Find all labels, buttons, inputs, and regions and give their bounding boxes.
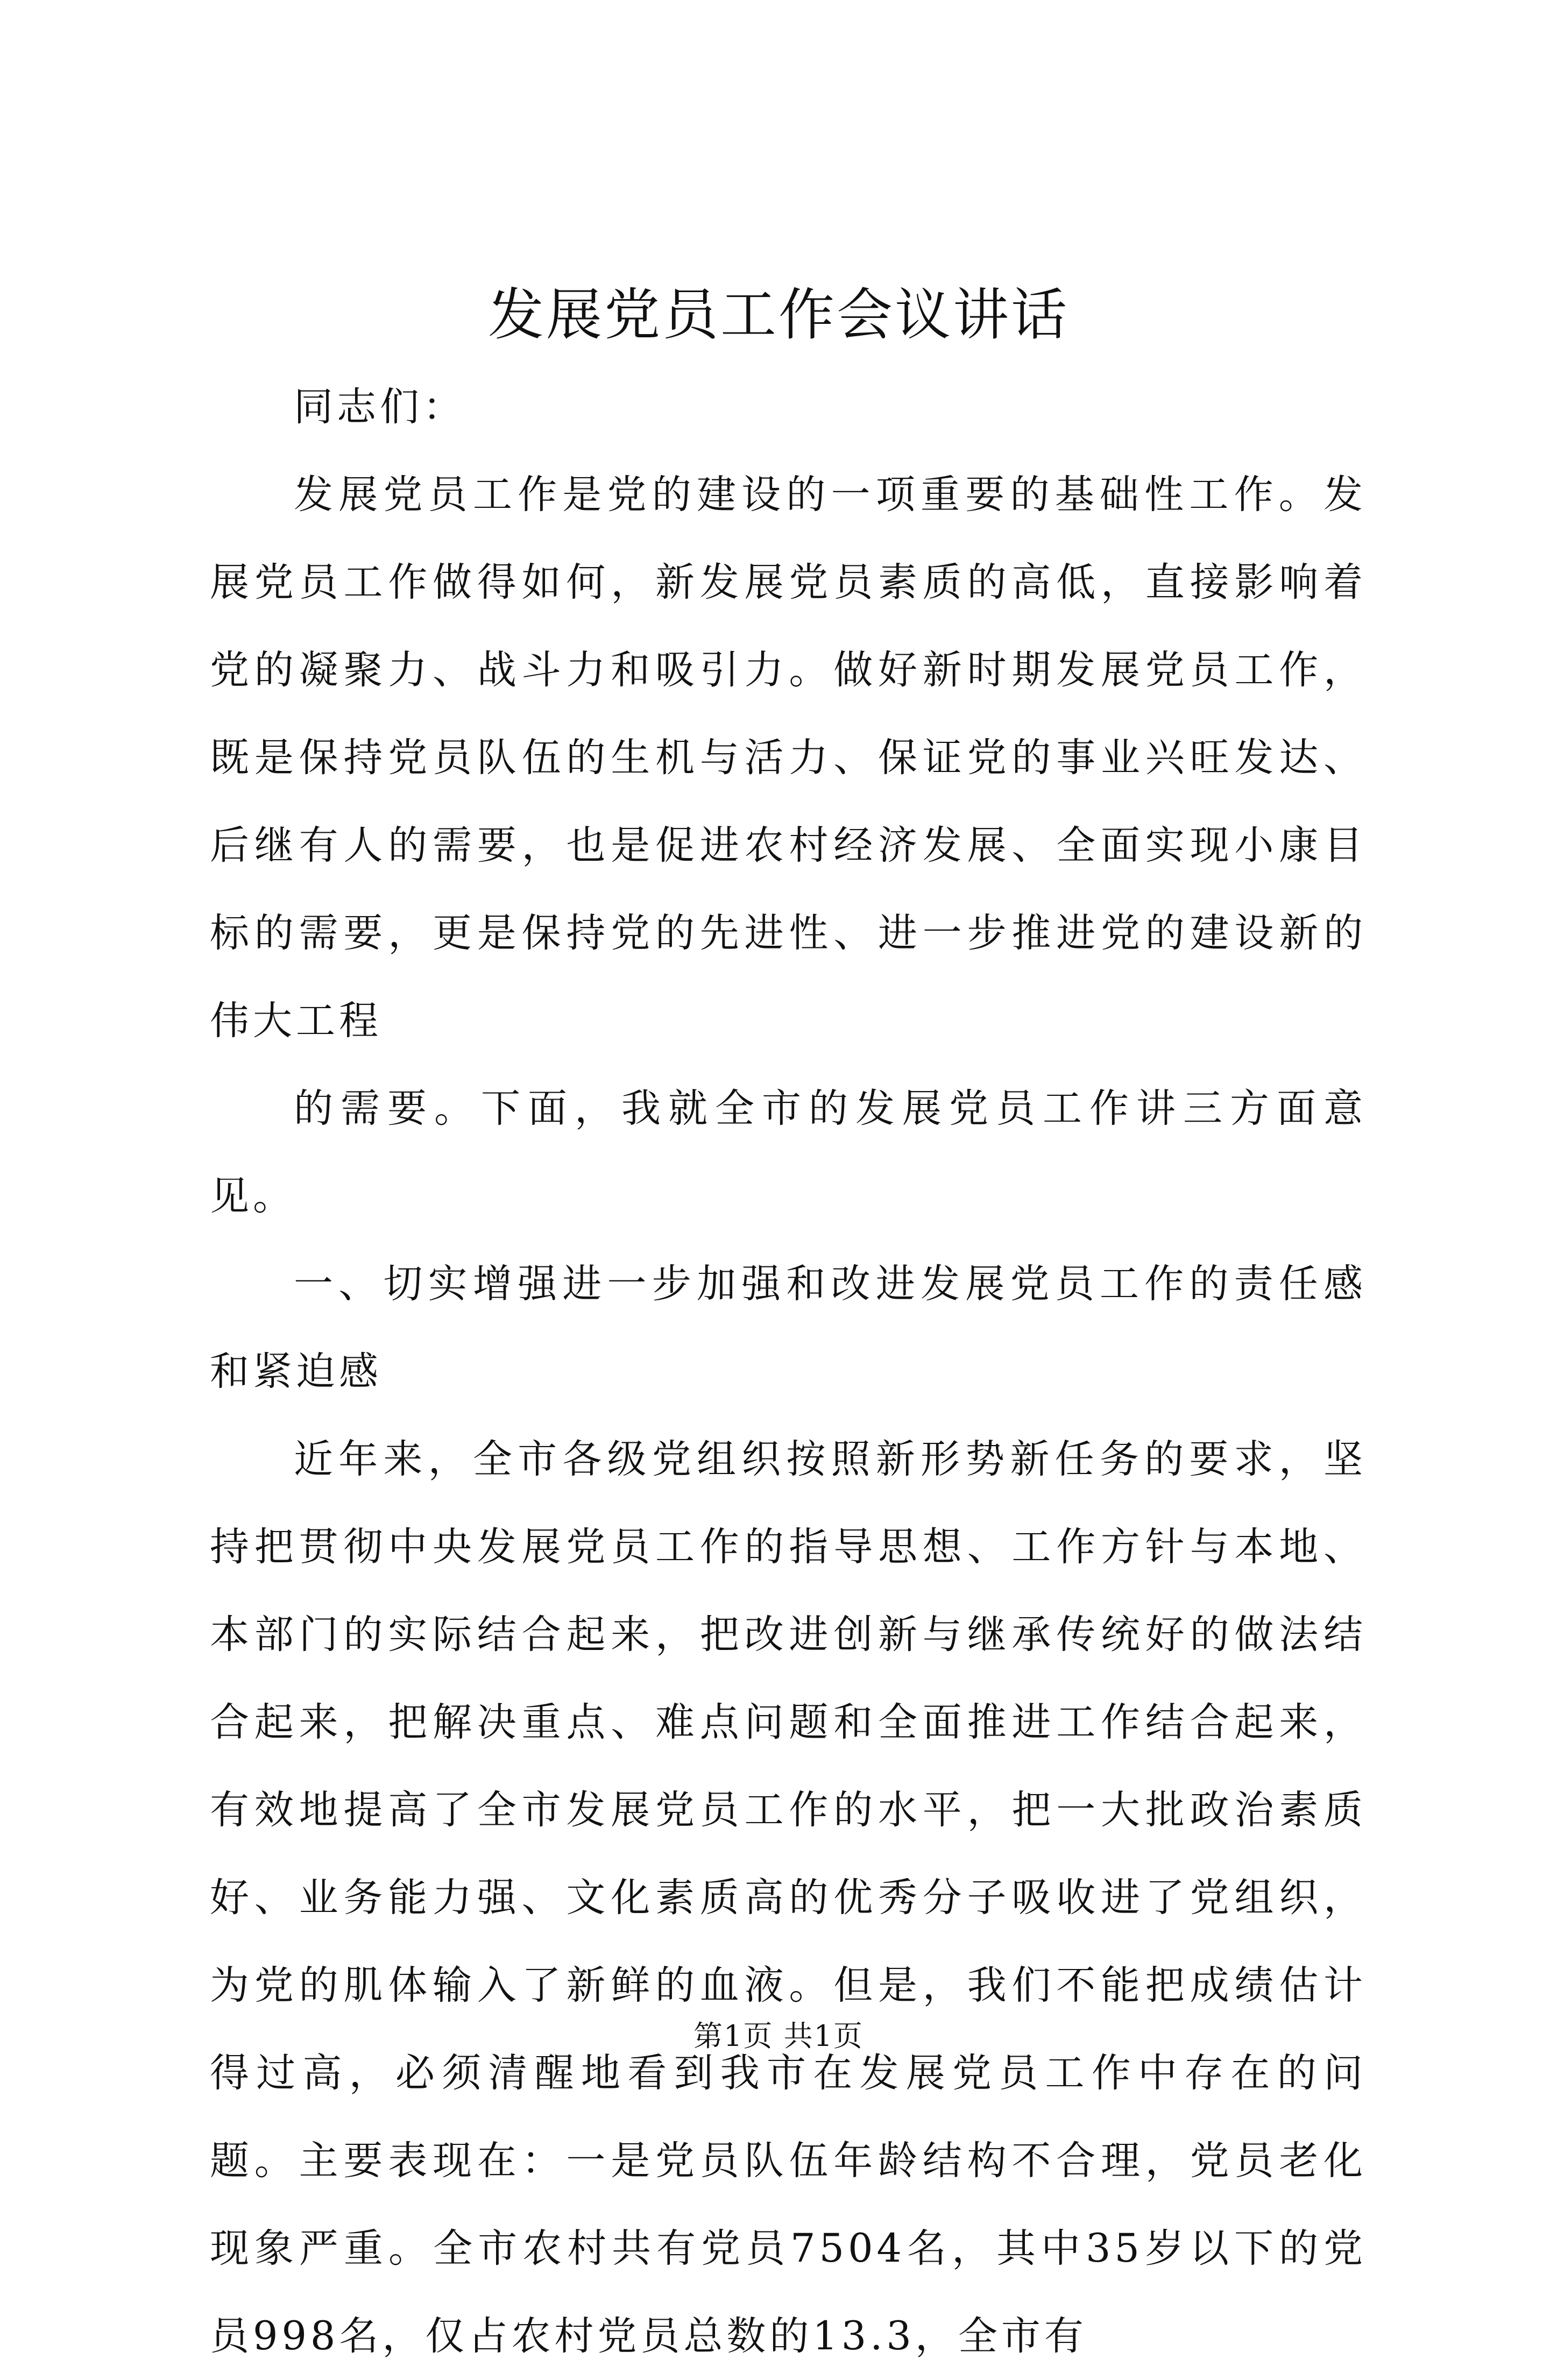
- salutation: 同志们：: [294, 384, 466, 430]
- outline-paragraph: 的需要。下面，我就全市的发展党员工作讲三方面意见。: [210, 1086, 1367, 1219]
- section-heading: 一、切实增强进一步加强和改进发展党员工作的责任感和紧迫感: [210, 1261, 1367, 1394]
- intro-paragraph: 发展党员工作是党的建设的一项重要的基础性工作。发展党员工作做得如何，新发展党员素质的高低，直接影响着党的凝聚力、战斗力和吸引力。做好新时期发展党员工作，既是保持党员队伍的生机与活力、保证党的事业兴旺发达、后继有人的需要，也是促进农村经济发展、全面实现小康目标的需要，更是保持党的先进性、进一步推进党的建设新的伟大工程: [210, 472, 1367, 1044]
- document-body: [210, 363, 1367, 2380]
- page-number: 第1页 共1页: [693, 2019, 864, 2053]
- body-paragraph: 近年来，全市各级党组织按照新形势新任务的要求，坚持把贯彻中央发展党员工作的指导思想、工作方针与本地、本部门的实际结合起来，把改进创新与继承传统好的做法结合起来，把解决重点、难点问题和全面推进工作结合起来，有效地提高了全市发展党员工作的水平，把一大批政治素质好、业务能力强、文化素质高的优秀分子吸收进了党组织，为党的肌体输入了新鲜的血液。但是，我们不能把成绩估计得过高，必须清醒地看到我市在发展党员工作中存在的问题。主要表现在：一是党员队伍年龄结构不合理，党员老化现象严重。全市农村共有党员7504名，其中35岁以下的党员998名，仅占农村党员总数的13.3，全市有: [210, 1436, 1367, 2359]
- document-title: 发展党员工作会议讲话: [487, 282, 1069, 348]
